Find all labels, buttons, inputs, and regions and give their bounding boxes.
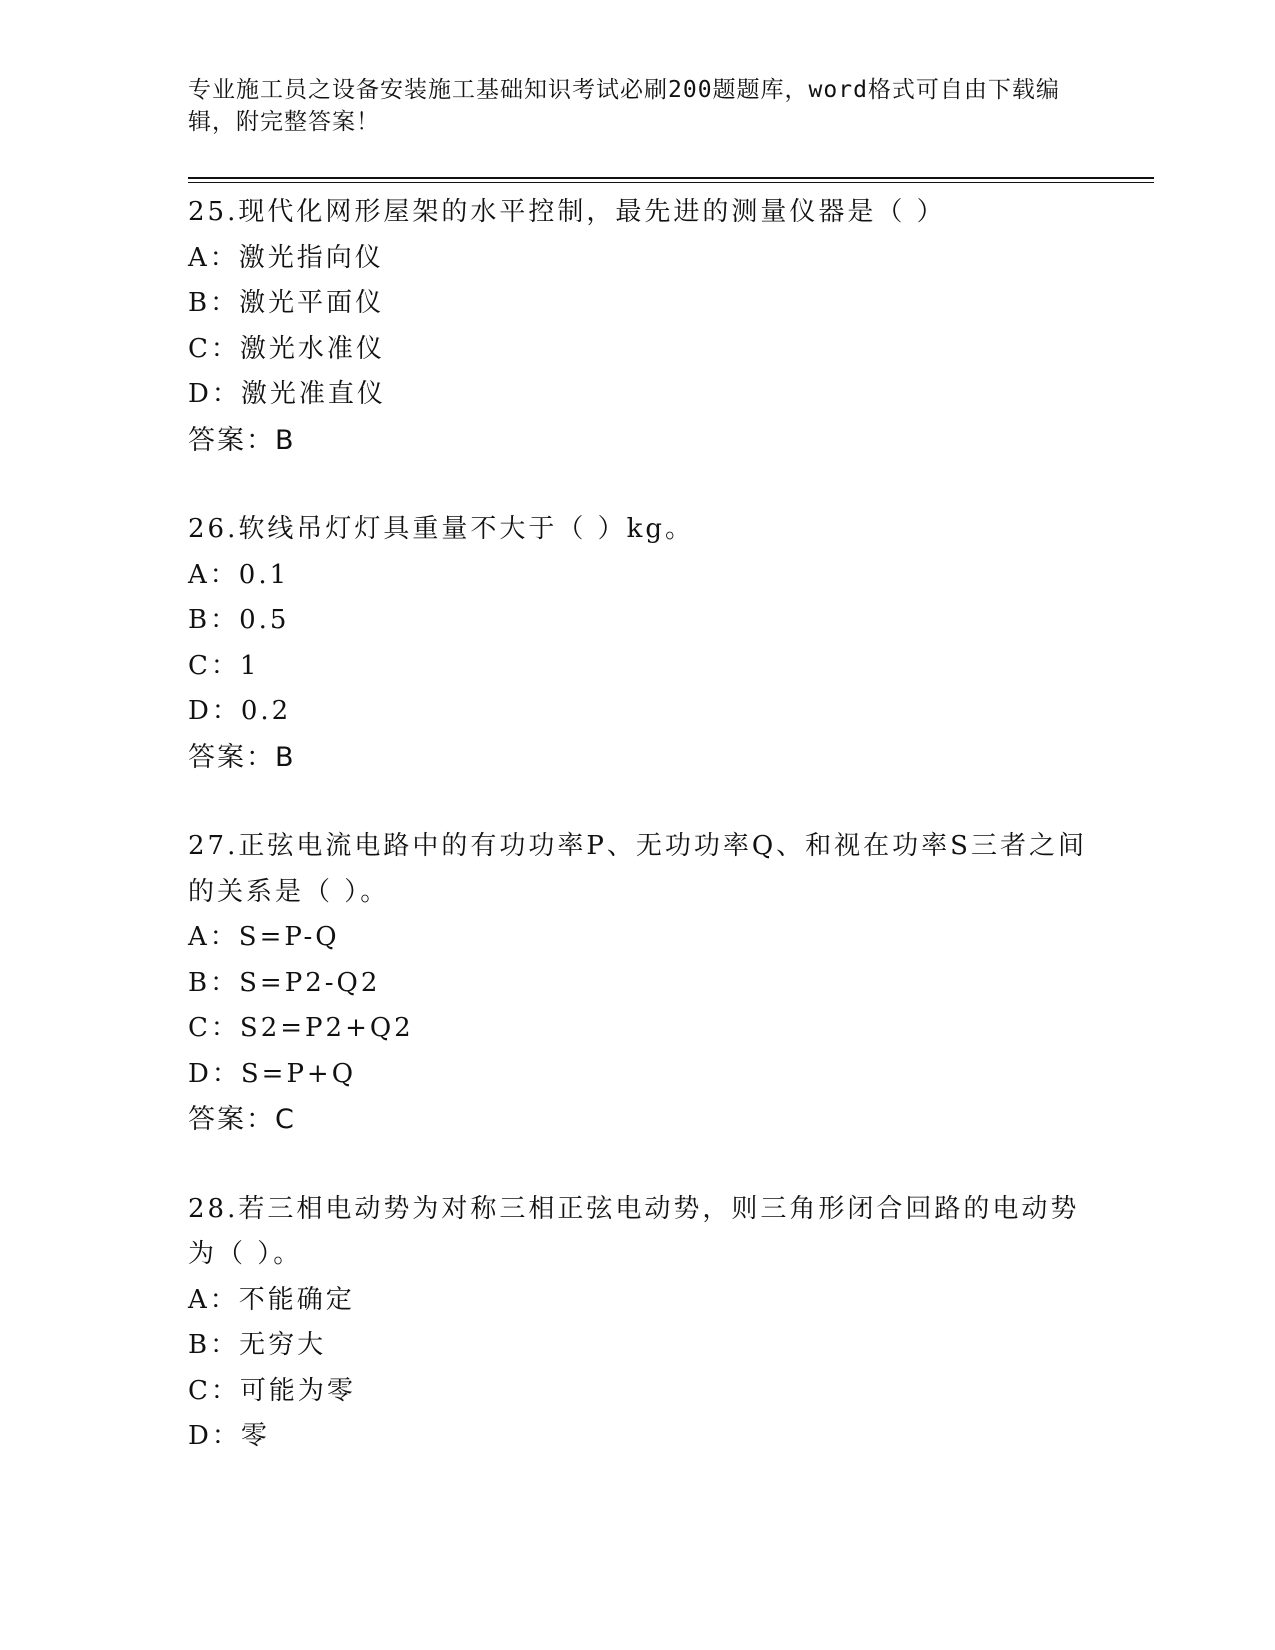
- question-stem: 27.正弦电流电路中的有功功率P、无功功率Q、和视在功率S三者之间的关系是（ ）。: [188, 831, 1087, 907]
- question-list: [188, 190, 1088, 1504]
- answer-label: 答案：B: [188, 424, 296, 456]
- option-c: C：S2=P2+Q2: [188, 1013, 414, 1043]
- header-divider-top: [188, 177, 1154, 179]
- option-a: A：S=P-Q: [188, 922, 340, 952]
- option-b: B：激光平面仪: [188, 288, 385, 318]
- option-d: D：零: [188, 1421, 270, 1451]
- option-d: D：0.2: [188, 696, 292, 726]
- option-d: D：激光准直仪: [188, 379, 386, 409]
- header-divider-bottom: [188, 182, 1154, 183]
- option-c: C：可能为零: [188, 1375, 356, 1406]
- option-a: A：不能确定: [188, 1284, 355, 1315]
- answer-label: 答案：B: [188, 741, 296, 773]
- document-header: 专业施工员之设备安装施工基础知识考试必刷200题题库，word格式可自由下载编辑，附完整答案！: [188, 77, 1060, 135]
- answer-label: 答案：C: [188, 1104, 296, 1135]
- option-b: B：S=P2-Q2: [188, 967, 381, 998]
- question-27: [188, 824, 1088, 1143]
- option-c: C：激光水准仪: [188, 333, 385, 364]
- question-stem: 28.若三相电动势为对称三相正弦电动势，则三角形闭合回路的电动势为（ ）。: [188, 1193, 1080, 1269]
- option-d: D：S=P+Q: [188, 1058, 357, 1089]
- option-b: B：无穷大: [188, 1330, 327, 1360]
- question-25: [188, 190, 1088, 463]
- question-28: [188, 1187, 1088, 1460]
- option-a: A：0.1: [188, 559, 290, 590]
- question-stem: 26.软线吊灯灯具重量不大于（ ）kg。: [188, 514, 695, 544]
- option-c: C：1: [188, 650, 260, 681]
- option-b: B：0.5: [188, 605, 290, 635]
- option-a: A：激光指向仪: [188, 242, 384, 273]
- question-26: [188, 507, 1088, 780]
- question-stem: 25.现代化网形屋架的水平控制，最先进的测量仪器是（ ）: [188, 197, 946, 227]
